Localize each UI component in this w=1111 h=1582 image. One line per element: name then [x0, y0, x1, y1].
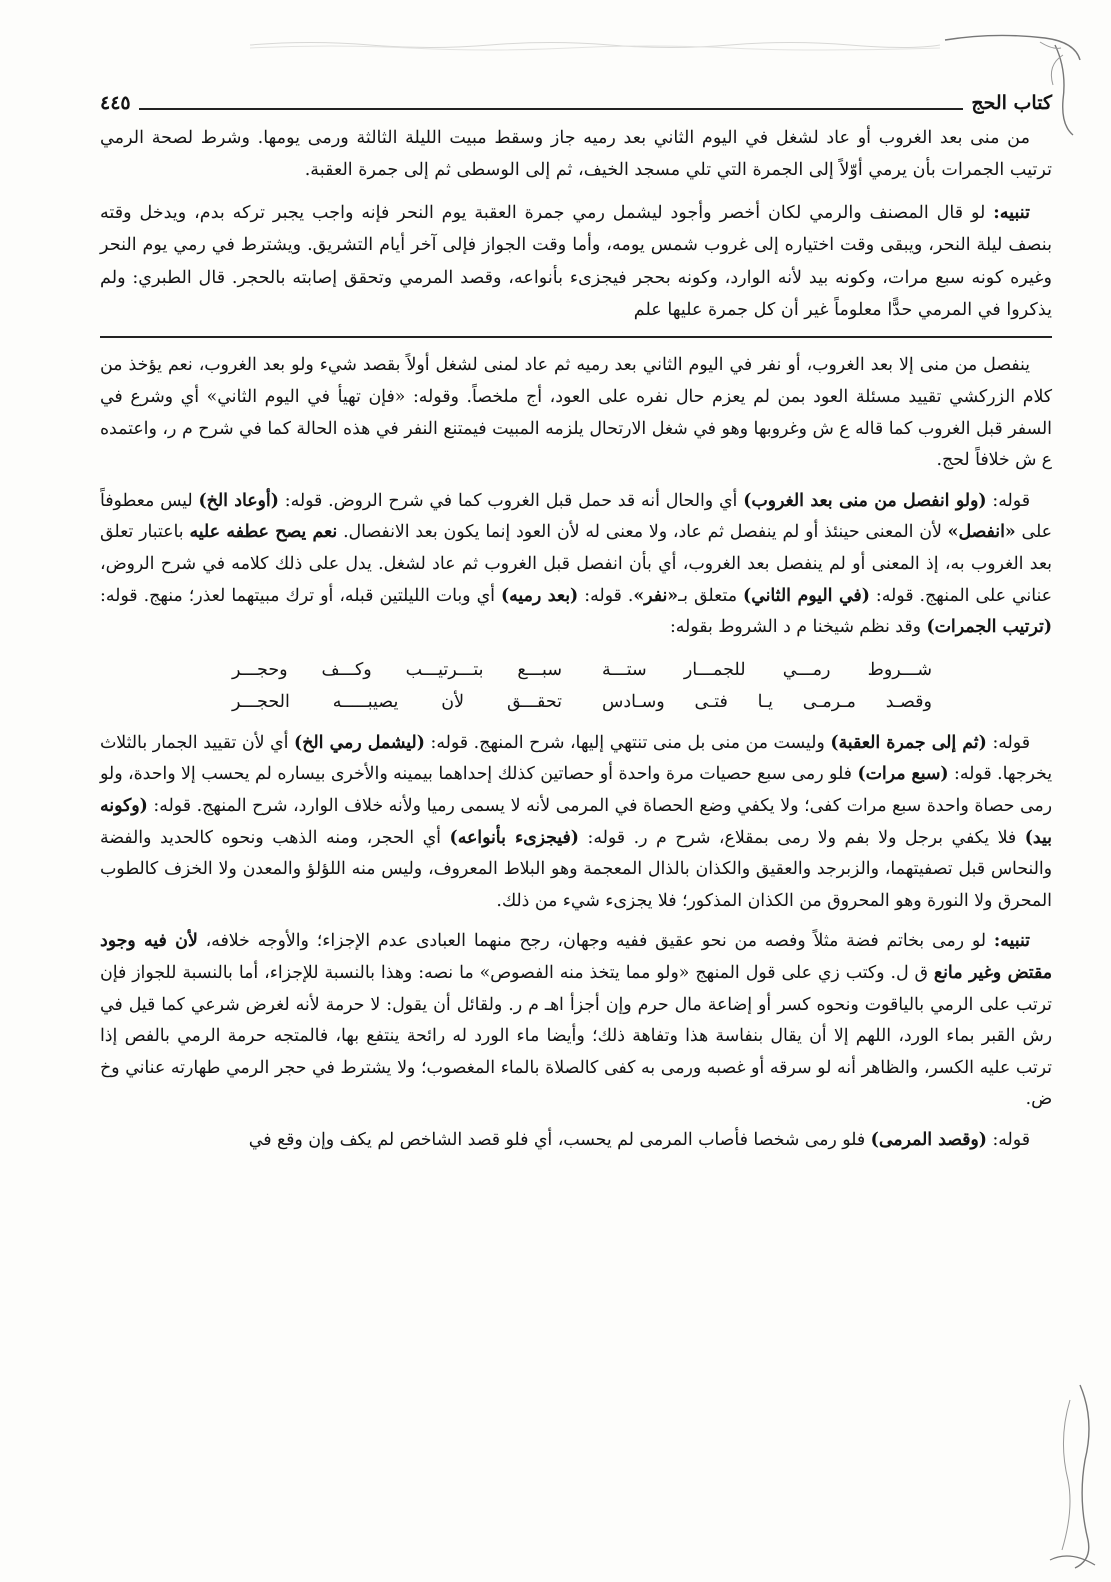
poem-hemistich-left: سبـــع بتـــرتيـــب وكـــف وحجـــر — [232, 659, 562, 680]
bold-run: (وكونه بيد) — [100, 795, 1052, 848]
text-run: لو رمى بخاتم فضة مثلاً وفصه من نحو عقيق ففيه وجهان، رجح منهما العبادى عدم الإجزاء؛ والأوجه خلافه، — [197, 931, 994, 952]
commentary-paragraph: ينفصل من منى إلا بعد الغروب، أو نفر في اليوم الثاني بعد رميه ثم عاد لمنى لشغل أولاً بقصد شيء ولو بعد الغروب، نعم يؤخذ من كلام الزركشي تقييد مسئلة العود بمن لم يعزم حال نفره على العود، أج ملخصاً. وقوله: «فإن تهيأ في اليوم الثاني» أي وشرع في السفر قبل الغروب كما قاله ع ش وغروبها وهو في شغل الارتحال يلزمه المبيت فيمتنع النفر في هذه الحالة كما في شرح م ر، واعتمده ع ش خلافاً لحج. — [100, 355, 1052, 471]
paragraph-lead: تنبيه: — [993, 201, 1030, 223]
main-paragraph — [100, 197, 1052, 327]
poem — [100, 654, 1052, 718]
paragraph-text: من منى بعد الغروب أو عاد لشغل في اليوم الثاني بعد رميه جاز وسقط مبيت الليلة الثالثة ورمى يومها. وشرط لصحة الرمي ترتيب الجمرات بأن يرمي أوّلاً إلى الجمرة التي تلي مسجد الخيف، ثم إلى الوسطى ثم إلى جمرة العقبة. — [100, 128, 1052, 181]
header-ornament-strip — [250, 38, 940, 52]
bold-run: (ليشمل رمي الخ) — [294, 732, 425, 753]
text-run: فلو رمى شخصا فأصاب المرمى لم يحسب، أي فلو قصد الشاخص لم يكف وإن وقع في — [248, 1129, 871, 1150]
main-text — [100, 122, 1052, 326]
commentary-paragraph — [100, 728, 1052, 918]
commentary-section — [100, 350, 1052, 1156]
bold-run: (وقصد المرمى) — [870, 1129, 987, 1150]
text-run: لأن المعنى حينئذ أو لم ينفصل ثم عاد، ولا معنى له لأن العود إنما يكون بعد الانفصال. — [337, 522, 948, 543]
text-run: . قوله: — [578, 585, 634, 606]
bold-run: (في اليوم الثاني) — [743, 585, 870, 606]
bold-run: (فيجزىء بأنواعه) — [449, 827, 579, 848]
text-run: ليس معطوفاً على — [100, 490, 1052, 543]
text-run: متعلق بـ — [678, 585, 744, 606]
text-run: أي وبات الليلتين قبله، أو ترك مبيتهما لعذر؛ منهج. قوله: — [100, 585, 501, 606]
main-paragraph — [100, 122, 1052, 187]
commentary-paragraph — [100, 486, 1052, 644]
bold-run: «نفر» — [633, 585, 679, 606]
bold-run: نعم يصح عطفه عليه — [189, 522, 338, 543]
bold-run: «انفصل» — [947, 522, 1016, 543]
paragraph-text: لو قال المصنف والرمي لكان أخصر وأجود ليشمل رمي جمرة العقبة يوم النحر فإنه واجب يجبر تركه بدم، ويدخل وقته بنصف ليلة النحر، ويبقى وقت اختياره إلى غروب شمس يومه، وأما وقت الجواز فإلى آخر أيام التشريق. ويشترط في رمي يوم النحر وغيره كونه سبع مرات، وكونه بيد لأنه الوارد، وكونه بحجر فيجزىء بأنواعه، وقصد المرمي وتحقق إصابته بالحجر. قال الطبري: ولم يذكروا في المرمي حدًّا معلوماً غير أن كل جمرة عليها علم — [100, 202, 1052, 321]
bold-run: (ثم إلى جمرة العقبة) — [830, 732, 987, 753]
poem-hemistich-right: وقصـد مـرمـى يـا فتـى وسـادس — [602, 691, 932, 712]
text-run: باعتبار تعلق بعد الغروب به، إذ المعنى أو لم ينفصل بعد الغروب، أي بأن انفصل قبل الغروب ثم عاد لشغل. يدل على ذلك كلامه في شرح الروض، عناني على المنهج. قوله: — [100, 522, 1052, 606]
chapter-title: كتاب الحج — [971, 92, 1052, 114]
text-run: فلا يكفي برجل ولا بفم ولا رمى بمقلاع، شرح م ر. قوله: — [578, 827, 1025, 848]
poem-verse — [232, 686, 932, 718]
book-page — [100, 88, 1052, 1558]
bold-run: (ولو انفصل من منى بعد الغروب) — [743, 490, 987, 511]
commentary-paragraph — [100, 926, 1052, 1116]
header-rule — [139, 108, 964, 110]
footnote-separator — [100, 336, 1052, 338]
bold-run: لأن فيه وجود مقتض وغير مانع — [100, 931, 1052, 983]
bold-run: (سبع مرات) — [857, 764, 949, 785]
paragraph-lead: تنبيه: — [993, 931, 1030, 952]
text-run: قوله: — [986, 1129, 1030, 1150]
text-run: قوله: — [986, 490, 1030, 511]
text-run: قوله: — [986, 732, 1030, 753]
poem-hemistich-right: شـــروط رمـــي للجمـــار ستـــة — [602, 659, 932, 680]
bold-run: (أوعاد الخ) — [198, 490, 279, 511]
poem-verse — [232, 654, 932, 686]
text-run: وقد نظم شيخنا م د الشروط بقوله: — [669, 617, 927, 638]
bold-run: (ترتيب الجمرات) — [926, 617, 1052, 638]
running-header — [100, 88, 1052, 118]
text-run: أي والحال أنه قد حمل قبل الغروب كما في شرح الروض. قوله: — [278, 490, 744, 511]
text-run: فلو رمى سبع حصيات مرة واحدة أو حصاتين كذلك إحداهما بيمينه والأخرى بيساره لم يحسب إلا واحدة، ولو رمى حصاة واحدة سبع مرات كفى؛ ولا يكفي وضع الحصاة في المرمى لأنه لا يسمى رميا ولأنه خلاف الوارد، شرح المنهج. قوله: — [100, 764, 1052, 816]
bold-run: (بعد رميه) — [500, 585, 579, 606]
text-run: أي لأن تقييد الجمار بالثلاث يخرجها. قوله: — [100, 732, 1052, 785]
commentary-paragraph — [100, 1125, 1052, 1157]
text-run: أي الحجر، ومنه الذهب ونحوه كالحديد والفضة والنحاس قبل تصفيتهما، والزبرجد والعقيق والكذان بالذال المعجمة وهو البلاط المعروف، وليس منه اللؤلؤ والمعدن ولا الخزف كالطوب المحرق ولا النورة وهو المحروق من الكذان المذكور؛ فلا يجزىء شيء من ذلك. — [100, 827, 1052, 911]
poem-hemistich-left: تحقـــق لأن يصيبـــــه الحجـــر — [232, 691, 562, 712]
text-run: ق ل. وكتب زي على قول المنهج «ولو مما يتخذ منه الفصوص» ما نصه: وهذا بالنسبة للإجزاء، أما بالنسبة للجواز فإن ترتب على الرمي بالياقوت ونحوه كسر أو إضاعة مال حرم وإن أجزأ اهـ م ر. ولقائل أن يقول: لا حرمة لأنه لغرض شرعي كما قيل في رش القبر بماء الورد، اللهم إلا أن يقال بنفاسة هذا وتفاهة ذلك؛ وأيضا ماء الورد له رائحة ينتفع بها، فالمتجه حرمة الرمي بالفص إذا ترتب عليه الكسر، والظاهر أنه لو سرقه أو غصبه ورمى به كفى كالصلاة بالماء المغصوب؛ ولا يشترط في حجر الرمي طهارته عناني وخ ض. — [100, 962, 1052, 1110]
page-number: ٤٤٥ — [100, 92, 131, 114]
text-run: وليست من منى بل منى تنتهي إليها، شرح المنهج. قوله: — [424, 732, 831, 753]
